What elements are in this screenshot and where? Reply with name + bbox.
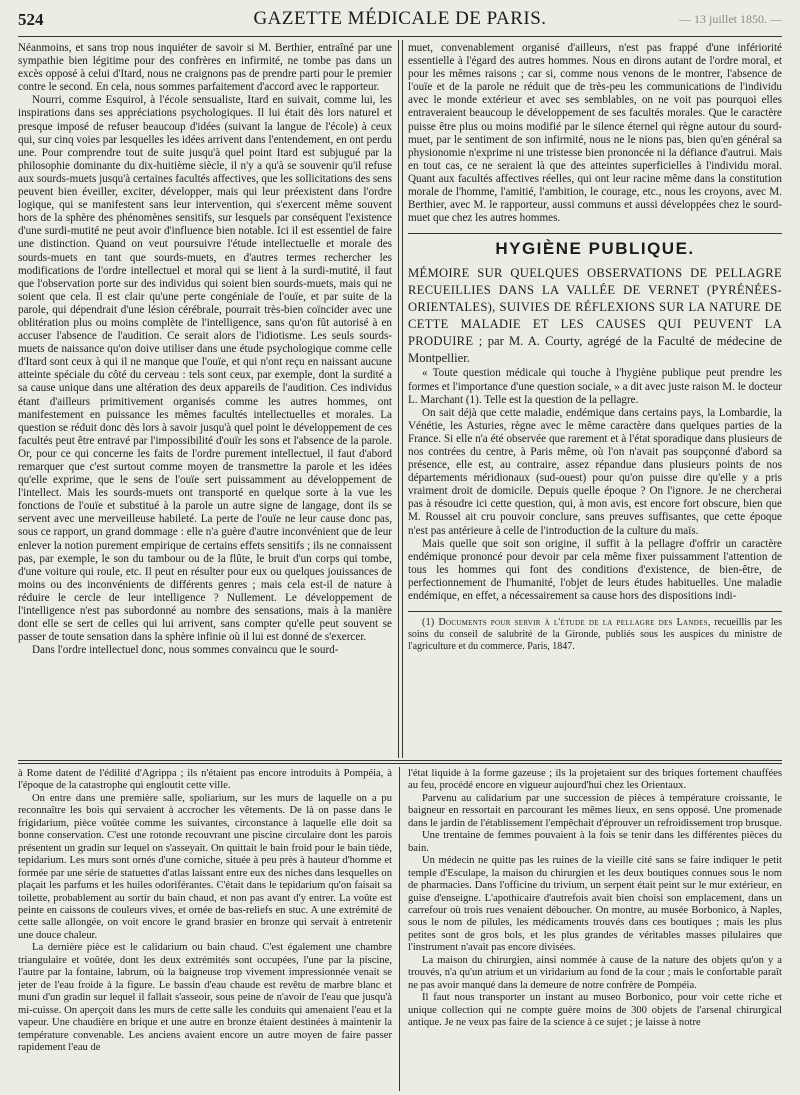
paragraph: Mais quelle que soit son origine, il suffit à la pellagre d'offrir un caractère endémique prononcé pour devoir par cela même fixer puissamment l'attention de tous les hommes qui font des conditions d'existence, de bien-être, de perfectionnement de l'humanité, l'objet de leurs études habituelles. Une maladie endémique, en effet, a nécessairement sa cause hors des dispositions indi- xyxy=(408,537,782,602)
paragraph: On entre dans une première salle, spoliarium, sur les murs de laquelle on a pu reconnaître les bois qui servaient à accrocher les vêtements. De là on passe dans le frigidarium, pièce voûtée comme les suivantes, circonstance à laquelle elle doit sa bonne conservation. C'est une rotonde recouvrant une piscine circulaire dont les parois présentent un gradin sur lequel on s'asseyait. On quittait le bain froid pour le bain tiède, tepidarium. Les murs sont ornés d'une corniche, située à peu près à hauteur d'homme et formée par une série de statuettes d'atlas laissant entre eux des niches dans lesquelles on plaçait les parfums et les huiles odoriférantes. C'était dans le tepidarium qu'on faisait sa toilette, probablement au sortir du bain chaud, et non pas avant d'y entrer. La voûte est peinte en caissons de couleurs vives, et ornée de bas-reliefs en stuc. A une extrémité de cette salle allongée, on voit encore le grand brasier en bronze qui servait à entretenir une douce chaleur. xyxy=(18,792,392,941)
page-number: 524 xyxy=(18,10,44,29)
date-stamp: — 13 juillet 1850. — xyxy=(679,12,782,26)
paragraph: Parvenu au calidarium par une succession de pièces à température croissante, le baigneur en ressortait en parcourant les mêmes lieux, en sens opposé. Une promenade dans le jardin de l'établissement l'empêchait d'éprouver un refroidissement trop brusque. xyxy=(408,792,782,829)
memoir-title xyxy=(408,265,782,367)
page-header xyxy=(18,6,782,32)
footnote-text: recueillis par les soins du conseil de salubrité de la Gironde, publiés sous les auspices du ministre de l'agriculture et du commerce. Paris, 1847. xyxy=(408,617,782,653)
paragraph: à Rome datent de l'édilité d'Agrippa ; ils n'étaient pas encore introduits à Pompéia, à l'époque de la catastrophe qui engloutit cette ville. xyxy=(18,768,392,792)
column-divider xyxy=(398,40,399,758)
paragraph: « Toute question médicale qui touche à l'hygiène publique peut prendre les formes et l'importance d'une question sociale, » a dit avec juste raison M. le docteur L. Marchant (1). Telle est la question de la pellagre. xyxy=(408,367,782,406)
paragraph: La dernière pièce est le calidarium ou bain chaud. C'est également une chambre triangulaire et voûtée, dont les deux extrémités sont occupées, l'une par la piscine, l'autre par la fontaine, labrum, où la baigneuse trop vivement impressionnée venait se jeter de l'eau froide à la figure. Le bassin d'eau chaude est revêtu de marbre blanc et muni d'un gradin sur lequel il fallait s'asseoir, sous peine de n'avoir de l'eau que jusqu'à mi-cuisse. On aperçoit dans les murs de cette salle les conduits qui amenaient l'eau et la vapeur. Une chaudière en brique et une autre en bronze étaient destinées à maintenir la température convenable. Les anciens avaient encore un autre moyen de faire passer rapidement l'eau de xyxy=(18,942,392,1053)
feuilleton-rule-double xyxy=(18,763,782,764)
footnote-rule xyxy=(408,611,782,612)
header-rule xyxy=(18,36,782,37)
journal-title: GAZETTE MÉDICALE DE PARIS. xyxy=(253,8,547,29)
footnote-label: (1) Documents pour servir à l'étude de la pellagre des Landes, xyxy=(422,617,711,629)
upper-left-column xyxy=(18,42,392,754)
section-title: HYGIÈNE PUBLIQUE. xyxy=(495,239,695,259)
memoir-author: par M. A. Courty, agrégé de la Faculté de médecine de Montpellier. xyxy=(408,334,782,366)
lower-left-column xyxy=(18,768,392,1090)
paragraph: Il faut nous transporter un instant au museo Borbonico, pour voir cette riche et unique collection qui ne compte guère moins de 300 objets de l'arsenal chirurgical antique. Je ne veux pas faire de la science à ce sujet ; je laisse à notre xyxy=(408,992,782,1029)
section-rule xyxy=(408,233,782,234)
paragraph: Dans l'ordre intellectuel donc, nous sommes convaincu que le sourd- xyxy=(32,644,339,657)
feuilleton-rule xyxy=(18,760,782,761)
memoir-caps: MÉMOIRE SUR QUELQUES OBSERVATIONS DE PELLAGRE RECUEILLIES DANS LA VALLÉE DE VERNET (PYRÉNÉES-ORIENTALES), SUIVIES DE RÉFLEXIONS SUR LA NATURE DE CETTE MALADIE ET LES CAUSES QUI PEUVENT LA PRODUIRE ; xyxy=(408,266,782,349)
lower-right-column xyxy=(408,768,782,1090)
paragraph: On sait déjà que cette maladie, endémique dans certains pays, la Lombardie, la Vénétie, les Asturies, règne avec le même caractère dans quelques parties de la France. Si elle n'a été observée que rarement et à l'état sporadique dans plusieurs de nos contrées du centre, à Paris même, où l'on n'avait pas soupçonné d'abord sa présence, elle est, au contraire, assez répandue dans plusieurs points de nos départements méridionaux (sud-ouest) pour qu'on puisse dire qu'elle y a pris vraiment droit de domicile. Depuis quelle époque ? On l'ignore. Je ne chercherai pas à résoudre ici cette question, qui, à mon avis, est encore fort obscure, bien que M. Roussel ait cru pouvoir conclure, sans preuves suffisantes, que cette époque n'est pas antérieure à celle de l'introduction de la culture du maïs. xyxy=(408,406,782,537)
paragraph: Nourri, comme Esquirol, à l'école sensualiste, Itard en suivait, comme lui, les inspirations dans ses appréciations psychologiques. Il lui était dès lors naturel et presque imposé de refuser beaucoup d'idées (suivant la langue de l'école) à ceux qui, sur cinq voies par lesquelles les idées arrivent dans l'entendement, en ont perdu une. Pour comprendre tout de suite jusqu'à quel point Itard est subjugué par la philosophie dominante du dix-huitième siècle, il n'y a qu'à se souvenir qu'il refuse aux sourds-muets jusqu'à certaines facultés affectives, que les sollicitations des sens peuvent bien éveiller, exciter, développer, mais qui leur préexistent dans l'ordre logique, qui se manifestent sans leur intervention, qui s'exercent même souvent hors de la sphère des phénomènes sensitifs, sur lesquels par conséquent l'existence d'une surdi-mutité ne peut avoir d'influence bien notable. Ici il est essentiel de faire une distinction. Quand on veut poursuivre l'étude intellectuelle et morale des sourds-muets en tant que sourds-muets, en d'autres termes rechercher les modifications de l'ordre intellectuel et moral qui se lient à la surdi-mutité, il faut que l'observation porte sur des individus qui soient bien sourds-muets, mais qui ne soient que cela. Il est clair qu'une perte congéniale de l'ouïe, et par suite de la parole, qui dépendrait d'une lésion cérébrale, pourrait très-bien coïncider avec une oblitération plus ou moins complète de l'intelligence, sans qu'on fût autorisé à en accuser l'absence de l'audition. Ce serait alors de l'idiotisme. Les seuls sourds-muets de naissance qu'on doive utiliser dans une étude psychologique comme celle d'Itard sont ceux à qui il ne manque que l'ouïe, et qui n'ont reçu en naissant aucune atteinte spéciale du côté du cerveau : tels sont ceux, par exemple, dont la surdité a sa cause unique dans une altération des deux appareils de l'audition. Ces individus étant d'ailleurs primitivement organisés comme les autres hommes, ont manifestement en puissance les mêmes facultés intellectuelles et morales. La question se réduit donc dès lors à savoir jusqu'à quel point le développement de ces facultés peut être entravé par l'impossibilité d'ouïr les sons et l'absence de la parole. Or, pour ce qui concerne les faits de l'ordre purement intellectuel, il faut d'abord remarquer que c'est surtout comme moyen de transmettre la parole et les idées qu'elle exprime, que le sens de l'ouïe sert puissamment au développement de l'intellect. Mais les sourds-muets ont transporté en quelque sorte à la vue les fonctions de l'ouïe et substitué à la parole un autre signe de langage, dont ils se servent avec une merveilleuse habileté. La perte de l'ouïe ne leur cause donc pas, sous ce rapport, un grand dommage : elle n'a guère d'autre inconvénient que de leur enlever la notion purement empirique de certains effets sensitifs ; ils ne connaissent pas, par exemple, le son du tambour ou de la flûte, le bruit d'un corps qui tombe, d'une voiture qui roule, etc. Il peut en résulter pour eux ou quelques jouissances de moins ou des inconvénients de différents genres ; mais cela est-il de nature à réduire le cercle de leur intelligence ? Nullement. Le développement de l'intelligence n'est pas subordonné au nombre des sensations, mais à la manière dont elle se sert de celles qui lui arrivent, sans compter qu'elle peut souvent se passer de toute sensation dans la sphère infinie où il lui est donné de s'exercer. xyxy=(18,94,392,644)
paragraph: muet, convenablement organisé d'ailleurs, n'est pas frappé d'une infériorité essentielle à l'égard des autres hommes. Nous en dirons autant de l'ordre moral, et pour les mêmes raisons ; car si, comme nous venons de le montrer, l'absence de l'ouïe et de la parole ne réduit que de très-peu les communications de l'individu avec le monde extérieur et avec ses semblables, on ne voit pas pourquoi elles entraveraient beaucoup le développement de ses facultés morales. Que le caractère puisse être plus ou moins modifié par le silence éternel qui règne autour du sourd-muet, par le sentiment de son infirmité, nous ne le nions pas, bien qu'en général sa physionomie n'exprime ni une tristesse bien prononcée ni la défiance d'autrui. Mais en tout cas, ce ne seraient là que des atteintes superficielles à l'individu moral. Quant aux facultés affectives réelles, qui ont leur racine même dans la constitution morale de l'homme, l'amitié, l'ambition, le courage, etc., nous les croyons, avec M. Berthier, avec M. le rapporteur, aussi communs et aussi développées chez le sourd-muet que chez les autres hommes. xyxy=(408,42,782,225)
column-divider xyxy=(399,767,400,1091)
upper-right-column xyxy=(408,42,782,754)
paragraph: La maison du chirurgien, ainsi nommée à cause de la nature des objets qu'on y a trouvés, n'a qu'un atrium et un viridarium au fond de la cour ; mais le confortable paraît ne pas avoir manqué dans la demeure de notre confrère de Pompéia. xyxy=(408,954,782,991)
paragraph: Une trentaine de femmes pouvaient à la fois se tenir dans les différentes pièces du bain. xyxy=(408,830,782,854)
footnote xyxy=(408,617,782,653)
column-divider xyxy=(402,40,403,758)
paragraph: l'état liquide à la forme gazeuse ; ils la projetaient sur des briques fortement chauffées au feu, procédé encore en vigueur aujourd'hui chez les Orientaux. xyxy=(408,768,782,792)
paragraph: Néanmoins, et sans trop nous inquiéter de savoir si M. Berthier, entraîné par une sympathie bien légitime pour des confrères en infirmité, ne tombe pas dans un excès opposé à celui d'Itard, nous ne craignons pas de prendre parti pour le premier contre le second. En cela, nous sommes parfaitement d'accord avec le rapporteur. xyxy=(18,42,392,94)
paragraph: Un médecin ne quitte pas les ruines de la vieille cité sans se faire indiquer le petit temple d'Esculape, la maison du chirurgien et les deux boutiques connues sous le nom de pharmacies. Dans l'officine du trivium, un serpent était peint sur le mur extérieur, en guise d'enseigne. L'apothicaire d'autrefois avait bien choisi son emplacement, dans un carrefour où trois rues venaient déboucher. On montre, au musée Borbonico, à Naples, sous le nom de pilules, les médicaments trouvés dans ces boutiques ; mais les plus petites sont de gros bols, et les plus grandes de véritables masses pilulaires que l'instrument n'avait pas encore divisées. xyxy=(408,855,782,954)
